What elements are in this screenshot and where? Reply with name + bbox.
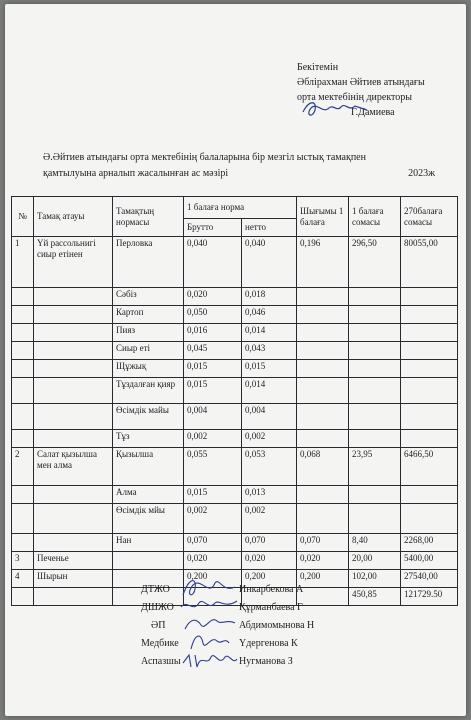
table-row [12, 430, 458, 448]
signature-role: ӘП [151, 620, 166, 631]
cell-total: 2268,00 [401, 534, 458, 552]
cell-netto: 0,040 [242, 237, 297, 288]
cell-product: Нан [113, 534, 184, 552]
cell-brutto: 0,070 [184, 534, 242, 552]
table-row [12, 306, 458, 324]
cell-sum: 450,85 [349, 588, 401, 606]
cell-brutto: 0,002 [184, 504, 242, 534]
cell-sum [349, 360, 401, 378]
cell-output [297, 306, 349, 324]
cell-name [34, 430, 113, 448]
cell-netto: 0,015 [242, 360, 297, 378]
title-year: 2023ж [408, 168, 435, 179]
cell-product: Сиыр еті [113, 342, 184, 360]
cell-name [34, 504, 113, 534]
cell-total [401, 306, 458, 324]
cell-sum [349, 504, 401, 534]
table-row [12, 342, 458, 360]
signature-row [141, 635, 381, 653]
cell-name [34, 534, 113, 552]
cell-num [12, 588, 34, 606]
cell-sum: 296,50 [349, 237, 401, 288]
cell-sum [349, 486, 401, 504]
document-title [43, 150, 443, 182]
header-brutto: Брутто [184, 219, 242, 237]
cell-netto: 0,043 [242, 342, 297, 360]
cell-product: Өсімдік майы [113, 404, 184, 430]
cell-sum: 102,00 [349, 570, 401, 588]
header-norm: 1 балаға норма [184, 197, 297, 219]
cell-sum: 8,40 [349, 534, 401, 552]
cell-product [113, 552, 184, 570]
cell-sum [349, 324, 401, 342]
cell-brutto: 0,015 [184, 486, 242, 504]
cell-output: 0,196 [297, 237, 349, 288]
cell-netto: 0,013 [242, 486, 297, 504]
cell-netto: 0,002 [242, 504, 297, 534]
cell-total [401, 324, 458, 342]
cell-num: 2 [12, 448, 34, 486]
cell-output: 0,068 [297, 448, 349, 486]
cell-name [34, 378, 113, 404]
cell-name [34, 324, 113, 342]
table-row [12, 324, 458, 342]
cell-total [401, 360, 458, 378]
signature-role: Медбике [141, 638, 179, 649]
signature-name: Нугманова З [239, 656, 293, 667]
cell-total [401, 404, 458, 430]
cell-product: Қызылша [113, 448, 184, 486]
signature-role: ДТЖО [141, 584, 170, 595]
menu-table [11, 196, 458, 606]
cell-product: Алма [113, 486, 184, 504]
cell-num [12, 534, 34, 552]
approval-heading: Бекітемін [297, 62, 339, 73]
cell-brutto: 0,015 [184, 360, 242, 378]
approval-director: Г.Дамиева [351, 107, 395, 118]
cell-netto: 0,200 [242, 570, 297, 588]
cell-brutto: 0,020 [184, 288, 242, 306]
cell-name: Салат қызылша мен алма [34, 448, 113, 486]
signature-row [141, 653, 381, 671]
cell-sum [349, 342, 401, 360]
cell-name [34, 360, 113, 378]
cell-product: Өсімдік мйы [113, 504, 184, 534]
cell-netto: 0,070 [242, 534, 297, 552]
cell-sum [349, 378, 401, 404]
cell-sum [349, 430, 401, 448]
cell-output [297, 430, 349, 448]
table-row [12, 288, 458, 306]
cell-total: 121729.50 [401, 588, 458, 606]
cell-brutto: 0,015 [184, 378, 242, 404]
table-row [12, 504, 458, 534]
table-row [12, 378, 458, 404]
cell-brutto: 0,004 [184, 404, 242, 430]
cell-num [12, 404, 34, 430]
cell-netto: 0,046 [242, 306, 297, 324]
cell-product: Картоп [113, 306, 184, 324]
cell-num: 1 [12, 237, 34, 288]
cell-brutto: 0,055 [184, 448, 242, 486]
cell-output [297, 504, 349, 534]
cell-num [12, 288, 34, 306]
cell-product: Тұз [113, 430, 184, 448]
cell-name [34, 404, 113, 430]
cell-netto: 0,014 [242, 324, 297, 342]
title-line-1: Ә.Әйтиев атындағы орта мектебінің балаларына бір мезгіл ыстық тамақпен [43, 152, 366, 163]
signature-name: Үдергенова К [239, 638, 298, 649]
cell-num [12, 486, 34, 504]
cell-brutto: 0,020 [184, 552, 242, 570]
cell-product: Сәбіз [113, 288, 184, 306]
table-row [12, 552, 458, 570]
cell-output [297, 404, 349, 430]
table-row [12, 486, 458, 504]
header-products: Тамақтың нормасы [113, 197, 184, 237]
cell-name: Шырын [34, 570, 113, 588]
cell-sum [349, 404, 401, 430]
cell-brutto: 0,200 [184, 570, 242, 588]
cell-netto: 0,018 [242, 288, 297, 306]
cell-netto: 0,020 [242, 552, 297, 570]
header-output: Шығымы 1 балаға [297, 197, 349, 237]
header-total: 270балаға сомасы [401, 197, 458, 237]
signatures-block [141, 581, 381, 671]
cell-output [297, 360, 349, 378]
table-row [12, 237, 458, 288]
cell-output [297, 486, 349, 504]
table-row [12, 534, 458, 552]
cell-total [401, 504, 458, 534]
cell-output: 0,070 [297, 534, 349, 552]
cell-name: Печенье [34, 552, 113, 570]
cell-output: 0,200 [297, 570, 349, 588]
cell-num [12, 324, 34, 342]
cell-sum: 23,95 [349, 448, 401, 486]
signature-name: Инкарбекова А [239, 584, 304, 595]
cell-output: 0,020 [297, 552, 349, 570]
signature-role: ДШЖО [141, 602, 174, 613]
signature-row [141, 599, 381, 617]
approval-position: орта мектебінің директоры [297, 92, 413, 103]
cell-num [12, 504, 34, 534]
signature-role: Аспазшы [141, 656, 181, 667]
table-row [12, 404, 458, 430]
cell-total [401, 288, 458, 306]
header-netto: нетто [242, 219, 297, 237]
signature-name: Абдимомынова Н [239, 620, 315, 631]
cell-num: 3 [12, 552, 34, 570]
cell-output [297, 342, 349, 360]
cell-total: 5400,00 [401, 552, 458, 570]
cell-brutto: 0,045 [184, 342, 242, 360]
cell-num [12, 378, 34, 404]
cell-total [401, 378, 458, 404]
header-name: Тамақ атауы [34, 197, 113, 237]
cell-netto: 0,004 [242, 404, 297, 430]
cell-num: 4 [12, 570, 34, 588]
cell-output [297, 288, 349, 306]
signature-scribble [179, 647, 239, 673]
director-signature-image [301, 98, 371, 120]
cell-product: Перловка [113, 237, 184, 288]
cell-total: 6466,50 [401, 448, 458, 486]
signature-name: Құрманбаева Г [239, 602, 303, 613]
cell-name: Үй рассольнигі сиыр етінен [34, 237, 113, 288]
cell-num [12, 430, 34, 448]
cell-total [401, 342, 458, 360]
cell-product: Пияз [113, 324, 184, 342]
cell-sum [349, 288, 401, 306]
approval-school: Әблірахман Әйтиев атындағы [297, 77, 425, 88]
title-line-2: қамтылуына арналып жасалынған ас мәзірі [43, 168, 229, 179]
table-row [12, 448, 458, 486]
cell-sum [349, 306, 401, 324]
cell-brutto: 0,016 [184, 324, 242, 342]
document-page [5, 4, 466, 716]
cell-netto: 0,053 [242, 448, 297, 486]
header-num: № [12, 197, 34, 237]
cell-total: 27540,00 [401, 570, 458, 588]
header-sum: 1 балаға сомасы [349, 197, 401, 237]
cell-brutto: 0,050 [184, 306, 242, 324]
cell-num [12, 342, 34, 360]
cell-brutto: 0,002 [184, 430, 242, 448]
cell-output [297, 324, 349, 342]
cell-num [12, 306, 34, 324]
cell-total: 80055,00 [401, 237, 458, 288]
cell-total [401, 430, 458, 448]
cell-product: Тұздалған қияр [113, 378, 184, 404]
cell-name [34, 588, 113, 606]
cell-name [34, 342, 113, 360]
cell-name [34, 306, 113, 324]
cell-sum: 20,00 [349, 552, 401, 570]
cell-num [12, 360, 34, 378]
cell-netto: 0,014 [242, 378, 297, 404]
table-row [12, 360, 458, 378]
signature-row [141, 581, 381, 599]
cell-total [401, 486, 458, 504]
cell-name [34, 288, 113, 306]
signature-row [141, 617, 381, 635]
cell-brutto: 0,040 [184, 237, 242, 288]
cell-output [297, 378, 349, 404]
cell-product: Щұжық [113, 360, 184, 378]
cell-netto: 0,002 [242, 430, 297, 448]
cell-name [34, 486, 113, 504]
